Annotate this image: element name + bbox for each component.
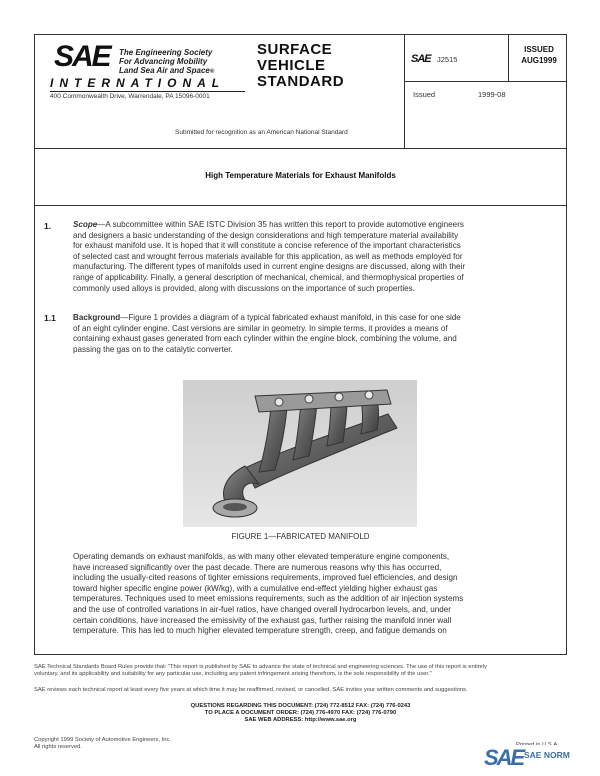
background-heading: Background [73,313,121,322]
address: 400 Commonwealth Drive, Warrendale, PA 15096-0001 [50,93,210,100]
stamp-logo: SAE [484,745,524,770]
issued-row-date: 1999-08 [478,90,506,99]
copyright-block: Copyright 1999 Society of Automotive Engineers, Inc. All rights reserved. [34,737,171,750]
header-divider [34,148,567,149]
issued-vertical-divider [508,34,509,81]
sae-logo: SAE [54,40,110,73]
issued-box: ISSUED AUG1999 [521,45,557,65]
issued-row-label: Issued [413,90,436,99]
international-label: INTERNATIONAL [50,76,226,90]
policy-note: SAE Technical Standards Board Rules provide that: "This report is published by SAE to advance the state of technical and engineering sciences. The use of this report is entirely voluntary, and its applicability and suitability for any particular use, including any patent infringement arising therefrom, is the sole responsibility of the user." [34,664,487,677]
title-divider [34,205,567,206]
background-paragraph: Background—Figure 1 provides a diagram of a typical fabricated exhaust manifold, in this case for one side of an eight cylinder engine. Cast versions are similar in geometry. In simple terms, it provides a means of containing exhaust gases generated from each cylinder within the engine block, combining the volume, and passing the gas on to the catalytic converter. [73,313,461,354]
doc-number: J2515 [437,55,458,64]
document-title: High Temperature Materials for Exhaust Manifolds [205,171,396,180]
scope-number: 1. [44,221,52,231]
submitted-note: Submitted for recognition as an American National Standard [175,129,348,136]
figure-caption: FIGURE 1—FABRICATED MANIFOLD [231,532,370,541]
contact-block: QUESTIONS REGARDING THIS DOCUMENT: (724) 772-8512 FAX: (724) 776-0243 TO PLACE A DOCUMENT ORDER: (724) 776-4970 FAX: (724) 776-0790 SAE WEB ADDRESS: http://www.sae.org [190,703,411,723]
logo-rule [50,91,245,92]
scope-paragraph: Scope—A subcommittee within SAE ISTC Division 35 has written this report to provide automotive engineers and designers a basic understanding of the design considerations and high temperature material availability for exhaust manifold use. It is hoped that it will constitute a concise reference of the important characteristics of selected cast and wrought ferrous materials available for this application, as well as methods employed for manufacturing. The different types of manifolds used in current engine designs are discussed, along with their range of applicability. Finally, a general description of mechanical, chemical, and thermophysical properties of commonly used alloys is provided, along with discussions on the importance of such properties. [73,220,466,293]
issued-divider [404,81,567,82]
review-note: SAE reviews each technical report at least every five years at which time it may be reaffirmed, revised, or cancelled. SAE invites your written comments and suggestions. [34,687,468,693]
operating-paragraph: Operating demands on exhaust manifolds, as with many other elevated temperature engine components, have increased significantly over the past decade. There are numerous reasons why this has occurred, including the usually-cited reasons of tighter emissions requirements, improved fuel efficiencies, and design toward higher specific engine power (kW/kg), with a cumulative end-effect yielding higher exhaust gas temperatures. Techniques used to meet emissions requirements, such as the addition of air injection systems and the use of controlled variations in air-fuel ratios, have changed overall hydrocarbon levels, and, under certain conditions, have increased the emissivity of the exhaust gas, further raising the manifold inner wall temperature. This has led to much higher elevated temperature strength, creep, and fatigue demands on [73,552,464,636]
header-vertical-divider [404,34,405,148]
sae-norm-stamp [484,745,570,775]
scope-heading: Scope [73,220,98,229]
background-number: 1.1 [44,313,56,323]
manifold-figure [183,380,417,527]
document-type: SURFACE VEHICLE STANDARD [257,41,345,90]
stamp-text: SAE NORM [524,750,570,760]
sae-tagline: The Engineering Society For Advancing Mobility Land Sea Air and Space® [119,48,215,75]
doc-sae-logo: SAE [411,53,431,65]
